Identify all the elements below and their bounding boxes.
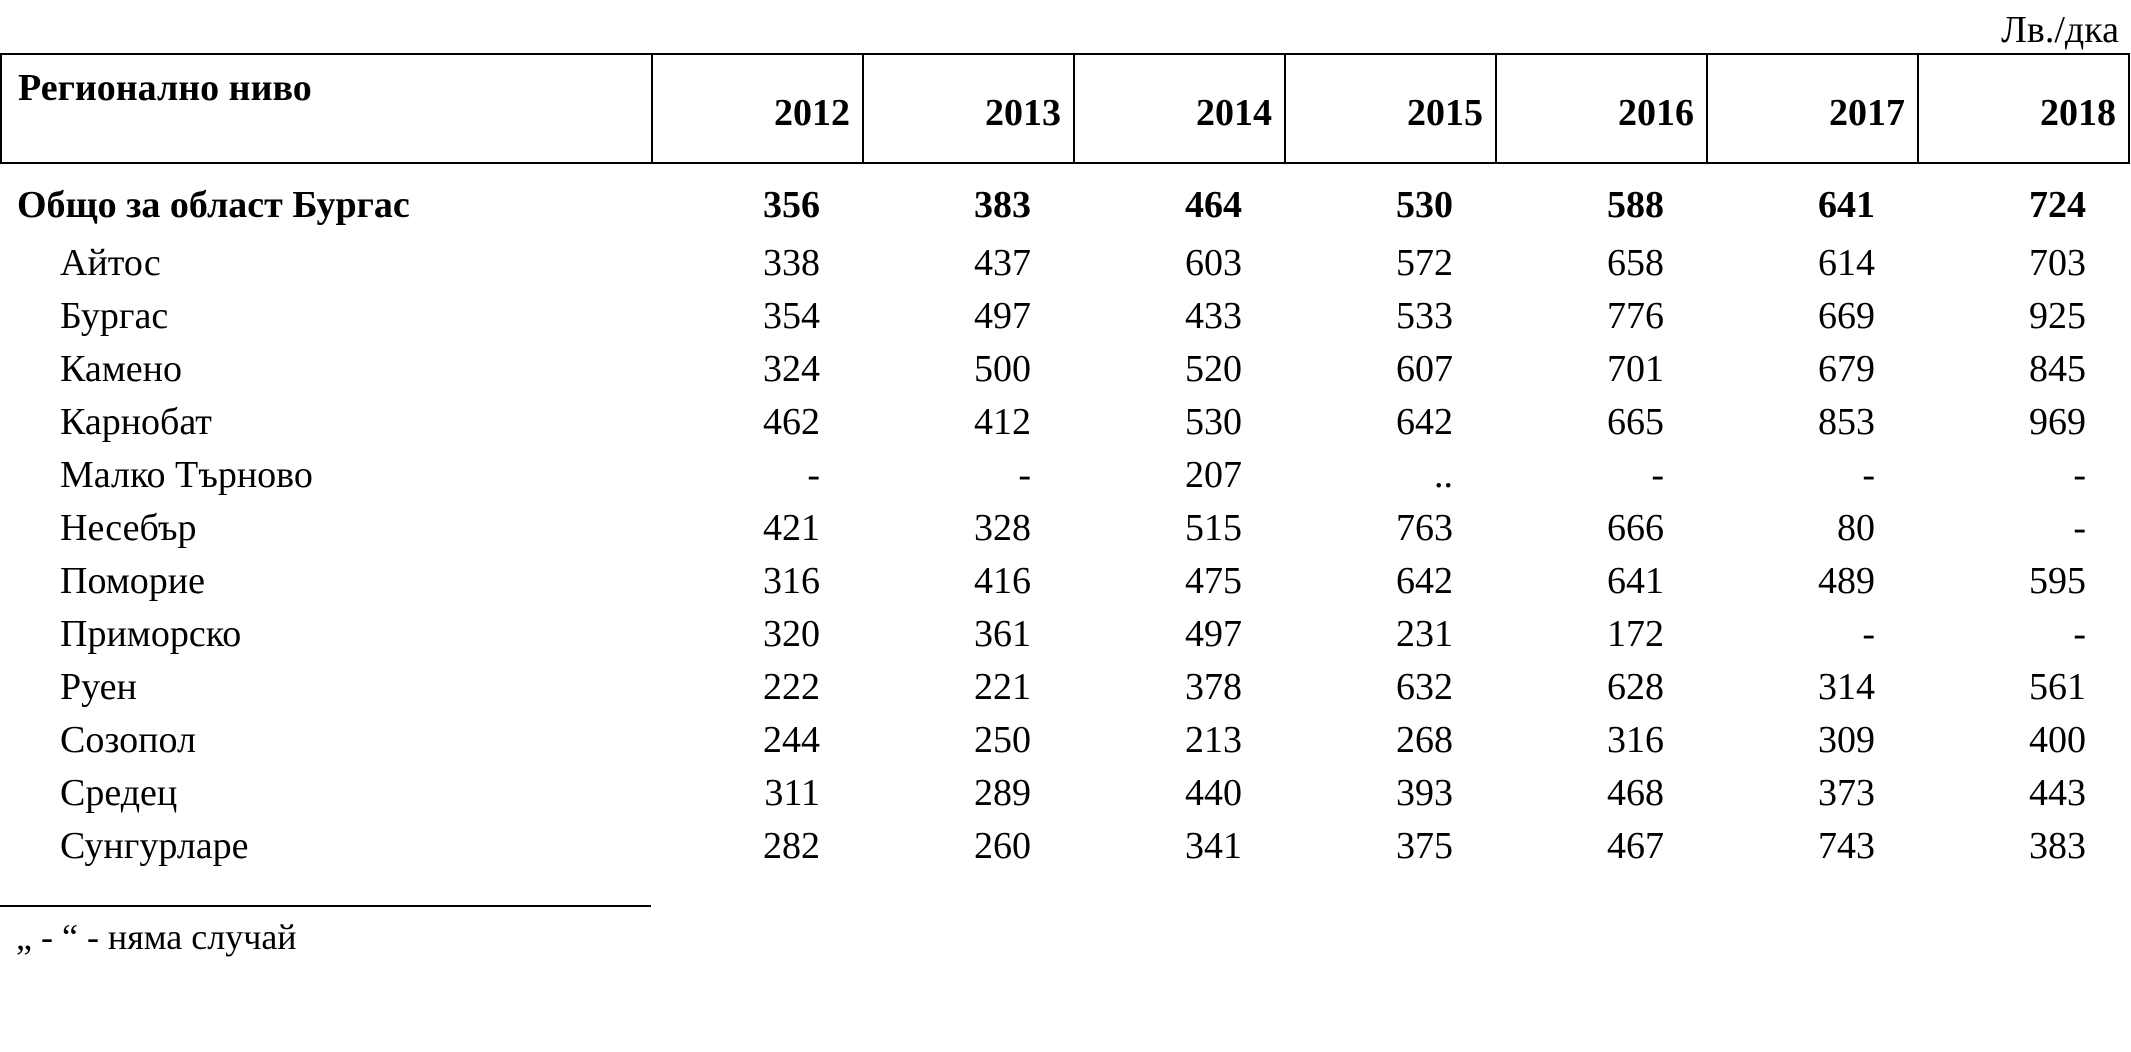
row-value-2013: 289 (974, 772, 1031, 814)
table-row (1, 767, 2129, 820)
table-row (1, 237, 2129, 290)
row-value-2012: 354 (763, 295, 820, 337)
row-region-name: Камено (60, 348, 182, 390)
row-value-2015: 763 (1396, 507, 1453, 549)
row-value-2016: 172 (1607, 613, 1664, 655)
row-value-2018: - (2073, 454, 2086, 496)
row-value-2017: 309 (1818, 719, 1875, 761)
header-year-label: 2012 (774, 92, 850, 134)
row-value-2012: 320 (763, 613, 820, 655)
header-year-label: 2013 (985, 92, 1061, 134)
row-value-2016: 641 (1607, 560, 1664, 602)
row-value-2012: - (807, 454, 820, 496)
row-value-2015: 632 (1396, 666, 1453, 708)
row-value-2014: 433 (1185, 295, 1242, 337)
footnote: „ - “ - няма случай (16, 917, 297, 957)
row-value-2014: 520 (1185, 348, 1242, 390)
header-region (1, 54, 652, 163)
table-row-total (1, 163, 2129, 237)
row-value-2017: 373 (1818, 772, 1875, 814)
row-value-2016: 468 (1607, 772, 1664, 814)
row-value-2016: 588 (1607, 184, 1664, 226)
row-value-2018: 400 (2029, 719, 2086, 761)
table-body (1, 163, 2129, 873)
row-value-2012: 462 (763, 401, 820, 443)
row-value-2012: 222 (763, 666, 820, 708)
row-value-2014: 603 (1185, 242, 1242, 284)
row-value-2014: 213 (1185, 719, 1242, 761)
footnote-divider (0, 905, 651, 907)
row-value-2012: 311 (764, 772, 820, 814)
row-value-2018: 969 (2029, 401, 2086, 443)
row-value-2015: 231 (1396, 613, 1453, 655)
row-value-2016: 628 (1607, 666, 1664, 708)
row-region-name: Средец (60, 772, 178, 814)
row-region-name: Созопол (60, 719, 196, 761)
row-value-2018: 443 (2029, 772, 2086, 814)
row-value-2018: 845 (2029, 348, 2086, 390)
row-value-2013: 328 (974, 507, 1031, 549)
header-year (1496, 54, 1707, 163)
row-value-2017: 614 (1818, 242, 1875, 284)
row-value-2013: 416 (974, 560, 1031, 602)
table-row (1, 290, 2129, 343)
row-value-2012: 356 (763, 184, 820, 226)
row-value-2015: 375 (1396, 825, 1453, 867)
row-value-2016: - (1651, 454, 1664, 496)
row-value-2013: 383 (974, 184, 1031, 226)
row-value-2013: 250 (974, 719, 1031, 761)
row-value-2015: 642 (1396, 401, 1453, 443)
row-value-2015: 530 (1396, 184, 1453, 226)
row-value-2013: 361 (974, 613, 1031, 655)
header-year-label: 2017 (1829, 92, 1905, 134)
row-value-2016: 665 (1607, 401, 1664, 443)
row-value-2012: 282 (763, 825, 820, 867)
row-region-name: Айтос (60, 242, 161, 284)
row-value-2013: - (1018, 454, 1031, 496)
table-row (1, 396, 2129, 449)
header-year (1707, 54, 1918, 163)
row-value-2017: 641 (1818, 184, 1875, 226)
row-region-name: Несебър (60, 507, 197, 549)
row-value-2015: 607 (1396, 348, 1453, 390)
row-value-2014: 475 (1185, 560, 1242, 602)
row-value-2014: 515 (1185, 507, 1242, 549)
row-value-2017: 853 (1818, 401, 1875, 443)
row-value-2014: 378 (1185, 666, 1242, 708)
row-value-2018: - (2073, 613, 2086, 655)
table-row (1, 449, 2129, 502)
row-region-name: Малко Търново (60, 454, 313, 496)
table-row (1, 820, 2129, 873)
header-year-label: 2016 (1618, 92, 1694, 134)
row-value-2016: 658 (1607, 242, 1664, 284)
header-year-label: 2015 (1407, 92, 1483, 134)
row-value-2014: 207 (1185, 454, 1242, 496)
unit-label: Лв./дка (2001, 9, 2119, 51)
table-row (1, 343, 2129, 396)
row-value-2016: 467 (1607, 825, 1664, 867)
row-value-2016: 316 (1607, 719, 1664, 761)
row-value-2015: 393 (1396, 772, 1453, 814)
table-row (1, 555, 2129, 608)
row-value-2018: 561 (2029, 666, 2086, 708)
row-value-2014: 530 (1185, 401, 1242, 443)
row-value-2018: 383 (2029, 825, 2086, 867)
row-value-2016: 666 (1607, 507, 1664, 549)
row-value-2018: 925 (2029, 295, 2086, 337)
row-region-name: Карнобат (60, 401, 212, 443)
row-value-2017: 669 (1818, 295, 1875, 337)
row-region-name: Бургас (60, 295, 169, 337)
row-region-name: Поморие (60, 560, 205, 602)
header-year (1285, 54, 1496, 163)
row-value-2013: 497 (974, 295, 1031, 337)
row-value-2015: 533 (1396, 295, 1453, 337)
region-price-table (0, 53, 2130, 873)
row-region-name: Сунгурларе (60, 825, 249, 867)
row-value-2017: 80 (1837, 507, 1875, 549)
row-value-2018: 595 (2029, 560, 2086, 602)
row-value-2018: 724 (2029, 184, 2086, 226)
row-value-2018: 703 (2029, 242, 2086, 284)
row-value-2017: 743 (1818, 825, 1875, 867)
row-value-2012: 244 (763, 719, 820, 761)
header-year-label: 2018 (2040, 92, 2116, 134)
row-value-2014: 341 (1185, 825, 1242, 867)
row-value-2016: 776 (1607, 295, 1664, 337)
row-value-2013: 221 (974, 666, 1031, 708)
table-header (1, 54, 2129, 163)
table-row (1, 502, 2129, 555)
row-value-2017: 489 (1818, 560, 1875, 602)
row-value-2015: 642 (1396, 560, 1453, 602)
row-value-2013: 437 (974, 242, 1031, 284)
header-year-label: 2014 (1196, 92, 1272, 134)
row-region-name: Руен (60, 666, 137, 708)
row-value-2012: 338 (763, 242, 820, 284)
row-value-2013: 260 (974, 825, 1031, 867)
table-row (1, 608, 2129, 661)
row-value-2015: .. (1434, 454, 1453, 496)
row-value-2013: 412 (974, 401, 1031, 443)
row-value-2014: 497 (1185, 613, 1242, 655)
header-region-label: Регионално ниво (18, 67, 312, 109)
header-year (1918, 54, 2129, 163)
row-value-2017: 679 (1818, 348, 1875, 390)
row-value-2015: 268 (1396, 719, 1453, 761)
row-value-2013: 500 (974, 348, 1031, 390)
row-region-name: Приморско (60, 613, 242, 655)
row-value-2015: 572 (1396, 242, 1453, 284)
row-value-2014: 440 (1185, 772, 1242, 814)
row-value-2017: 314 (1818, 666, 1875, 708)
row-value-2016: 701 (1607, 348, 1664, 390)
header-row (1, 54, 2129, 163)
header-year (863, 54, 1074, 163)
row-value-2012: 316 (763, 560, 820, 602)
row-value-2017: - (1862, 454, 1875, 496)
row-value-2017: - (1862, 613, 1875, 655)
row-value-2012: 421 (763, 507, 820, 549)
header-year (1074, 54, 1285, 163)
row-value-2012: 324 (763, 348, 820, 390)
row-region-name: Общо за област Бургас (17, 184, 410, 226)
row-value-2014: 464 (1185, 184, 1242, 226)
row-value-2018: - (2073, 507, 2086, 549)
header-year (652, 54, 863, 163)
table-row (1, 714, 2129, 767)
table-row (1, 661, 2129, 714)
